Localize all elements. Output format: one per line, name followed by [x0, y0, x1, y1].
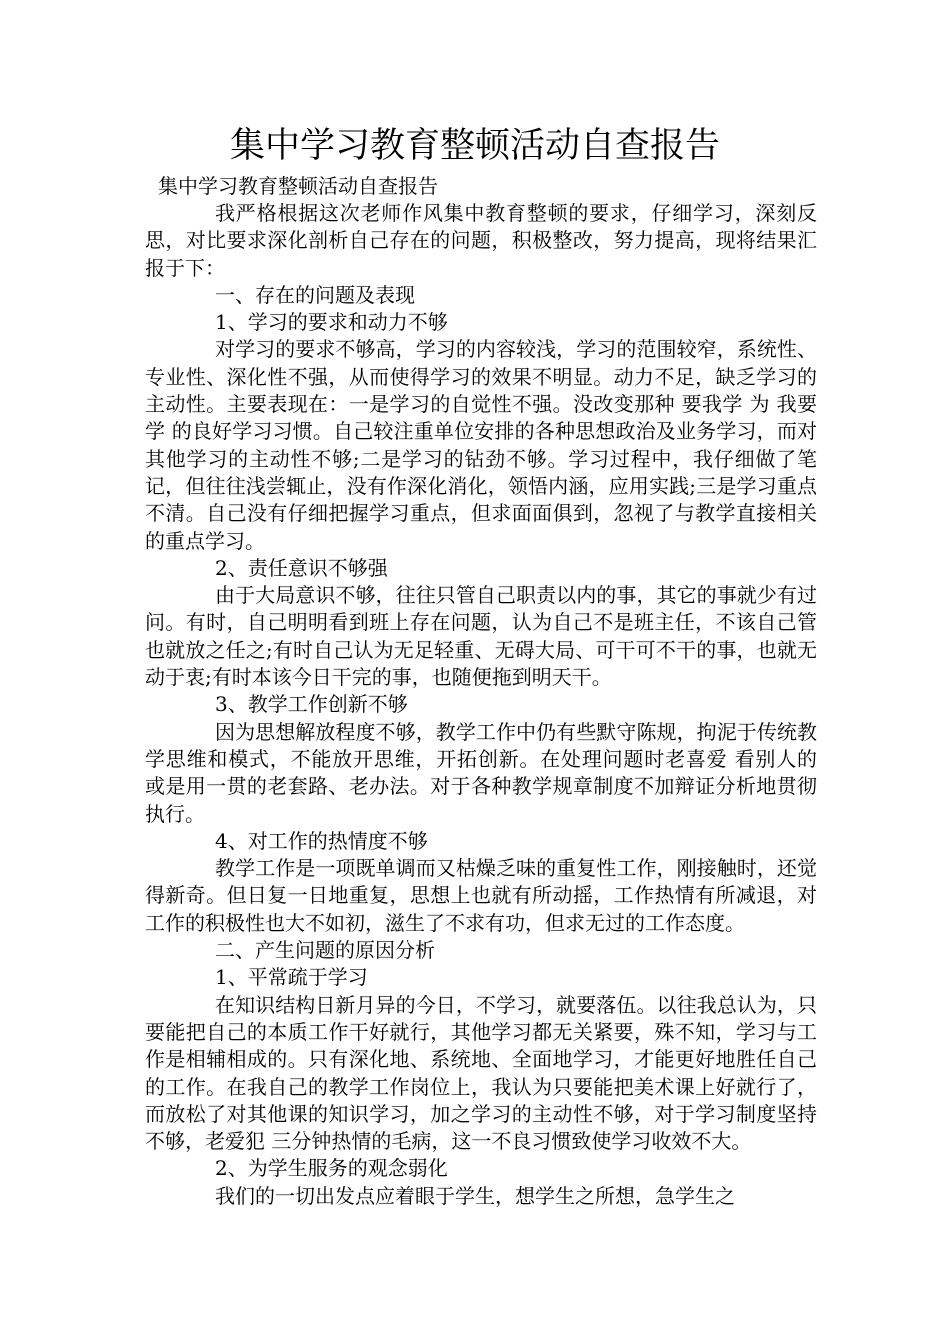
section-heading: 二、产生问题的原因分析 [215, 938, 435, 963]
body-paragraph: 我们的一切出发点应着眼于学生，想学生之所想，急学生之 [215, 1183, 735, 1208]
section-heading: 3、教学工作创新不够 [215, 692, 408, 717]
document-title: 集中学习教育整顿活动自查报告 [229, 126, 720, 166]
body-paragraph: 教学工作是一项既单调而又枯燥乏味的重复性工作，刚接触时，还觉得新奇。但日复一日地重复，思想上也就有所动摇，工作热情有所减退，对工作的积极性也大不如初，滋生了不求有功，但求无过的工作态度。 [145, 856, 817, 935]
section-heading: 2、为学生服务的观念弱化 [215, 1156, 448, 1181]
section-heading: 1、学习的要求和动力不够 [215, 310, 448, 335]
body-paragraph: 由于大局意识不够，往往只管自己职责以内的事，其它的事就少有过问。有时，自己明明看到班上存在问题，认为自己不是班主任，不该自己管也就放之任之;有时自己认为无足轻重、无碍大局、可干可不干的事，也就无动于衷;有时本该今日干完的事，也随便拖到明天干。 [145, 583, 817, 690]
body-paragraph: 我严格根据这次老师作风集中教育整顿的要求，仔细学习，深刻反思，对比要求深化剖析自己存在的问题，积极整改，努力提高，现将结果汇报于下： [145, 201, 817, 280]
section-heading: 一、存在的问题及表现 [215, 282, 415, 307]
section-heading: 2、责任意识不够强 [215, 555, 388, 580]
body-paragraph: 因为思想解放程度不够，教学工作中仍有些默守陈规，拘泥于传统教学思维和模式，不能放开思维，开拓创新。在处理问题时老喜爱 看别人的 或是用一贯的老套路、老办法。对于各种教学规章制度不加辩证分析地贯彻执行。 [145, 719, 817, 826]
section-heading: 1、平常疏于学习 [215, 965, 368, 990]
body-paragraph: 对学习的要求不够高，学习的内容较浅，学习的范围较窄，系统性、专业性、深化性不强，从而使得学习的效果不明显。动力不足，缺乏学习的主动性。主要表现在：一是学习的自觉性不强。没改变那种 要我学 为 我要学 的良好学习习惯。自己较注重单位安排的各种思想政治及业务学习，而对其他学习的主动性不够;二是学习的钻劲不够。学习过程中，我仔细做了笔记，但往往浅尝辄止，没有作深化消化，领悟内涵，应用实践;三是学习重点不清。自己没有仔细把握学习重点，但求面面俱到，忽视了与教学直接相关的重点学习。 [145, 337, 817, 553]
body-paragraph: 在知识结构日新月异的今日，不学习，就要落伍。以往我总认为，只要能把自己的本质工作干好就行，其他学习都无关紧要，殊不知，学习与工作是相辅相成的。只有深化地、系统地、全面地学习，才能更好地胜任自己的工作。在我自己的教学工作岗位上，我认为只要能把美术课上好就行了，而放松了对其他课的知识学习，加之学习的主动性不够，对于学习制度坚持不够，老爱犯 三分钟热情的毛病，这一不良习惯致使学习收效不大。 [145, 992, 817, 1154]
document-subtitle: 集中学习教育整顿活动自查报告 [158, 174, 438, 198]
document-body [145, 200, 817, 1210]
section-heading: 4、对工作的热情度不够 [215, 828, 428, 853]
